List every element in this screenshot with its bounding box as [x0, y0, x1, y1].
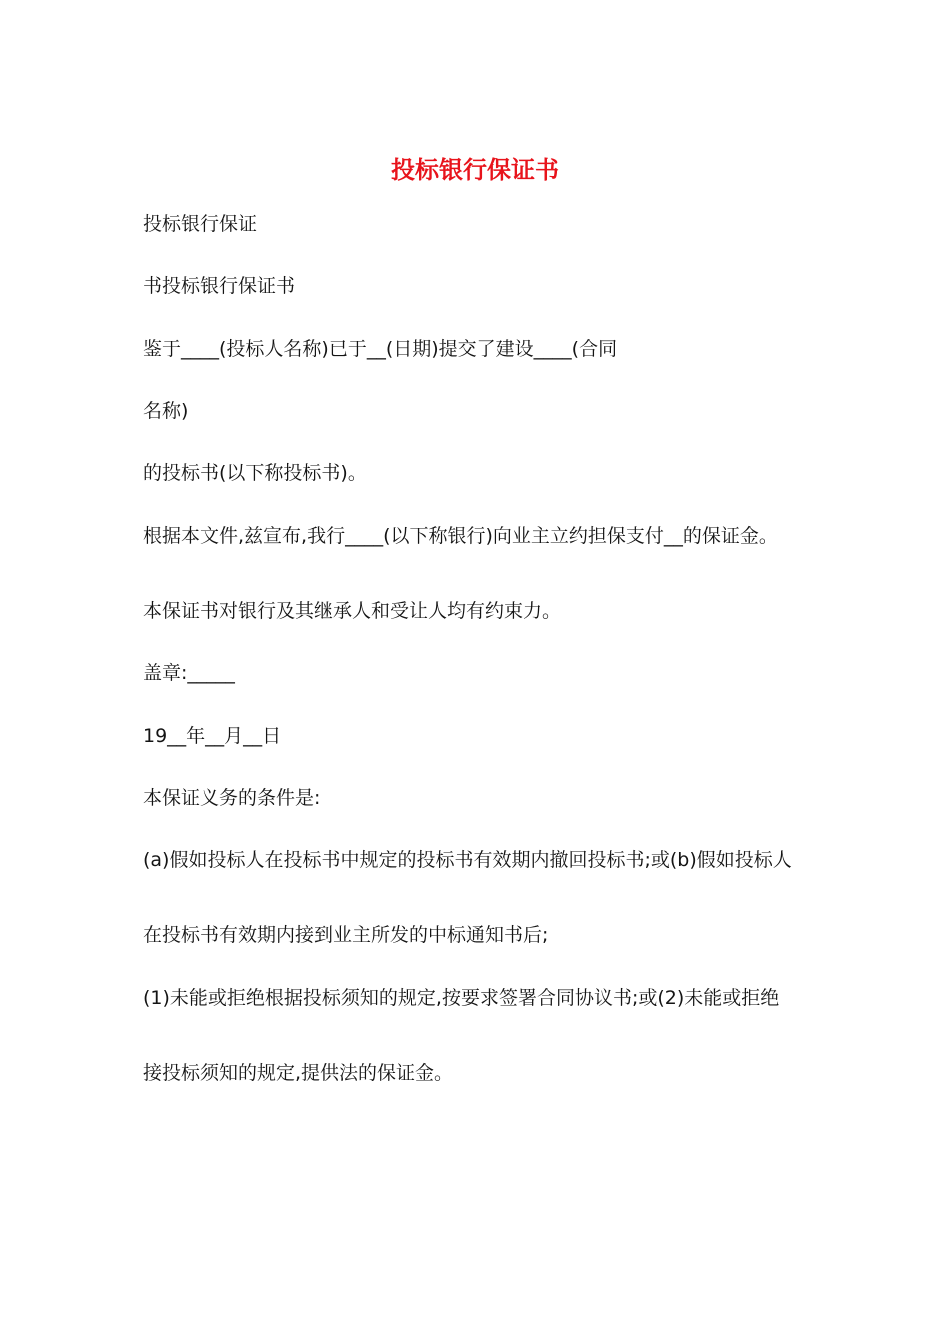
paragraph-bid-reference: 的投标书(以下称投标书)。	[143, 462, 367, 484]
paragraph-declaration: 根据本文件,兹宣布,我行____(以下称银行)向业主立约担保支付__的保证金。	[143, 525, 778, 547]
seal-line: 盖章:_____	[143, 662, 235, 684]
paragraph-heading-guarantee: 投标银行保证	[143, 213, 258, 235]
paragraph-condition-b: 在投标书有效期内接到业主所发的中标通知书后;	[143, 924, 549, 946]
paragraph-binding: 本保证书对银行及其继承人和受让人均有约束力。	[143, 600, 562, 622]
paragraph-condition-a: (a)假如投标人在投标书中规定的投标书有效期内撤回投标书;或(b)假如投标人	[143, 849, 792, 871]
paragraph-condition-1: (1)未能或拒绝根据投标须知的规定,按要求签署合同协议书;或(2)未能或拒绝	[143, 987, 780, 1009]
document-title: 投标银行保证书	[391, 156, 559, 184]
paragraph-whereas: 鉴于____(投标人名称)已于__(日期)提交了建设____(合同	[143, 338, 618, 360]
paragraph-contract-name: 名称)	[143, 400, 189, 422]
paragraph-conditions-heading: 本保证义务的条件是:	[143, 787, 321, 809]
paragraph-condition-2: 接投标须知的规定,提供法的保证金。	[143, 1062, 454, 1084]
date-line: 19__年__月__日	[143, 725, 282, 747]
paragraph-heading-guarantee-letter: 书投标银行保证书	[143, 275, 296, 297]
